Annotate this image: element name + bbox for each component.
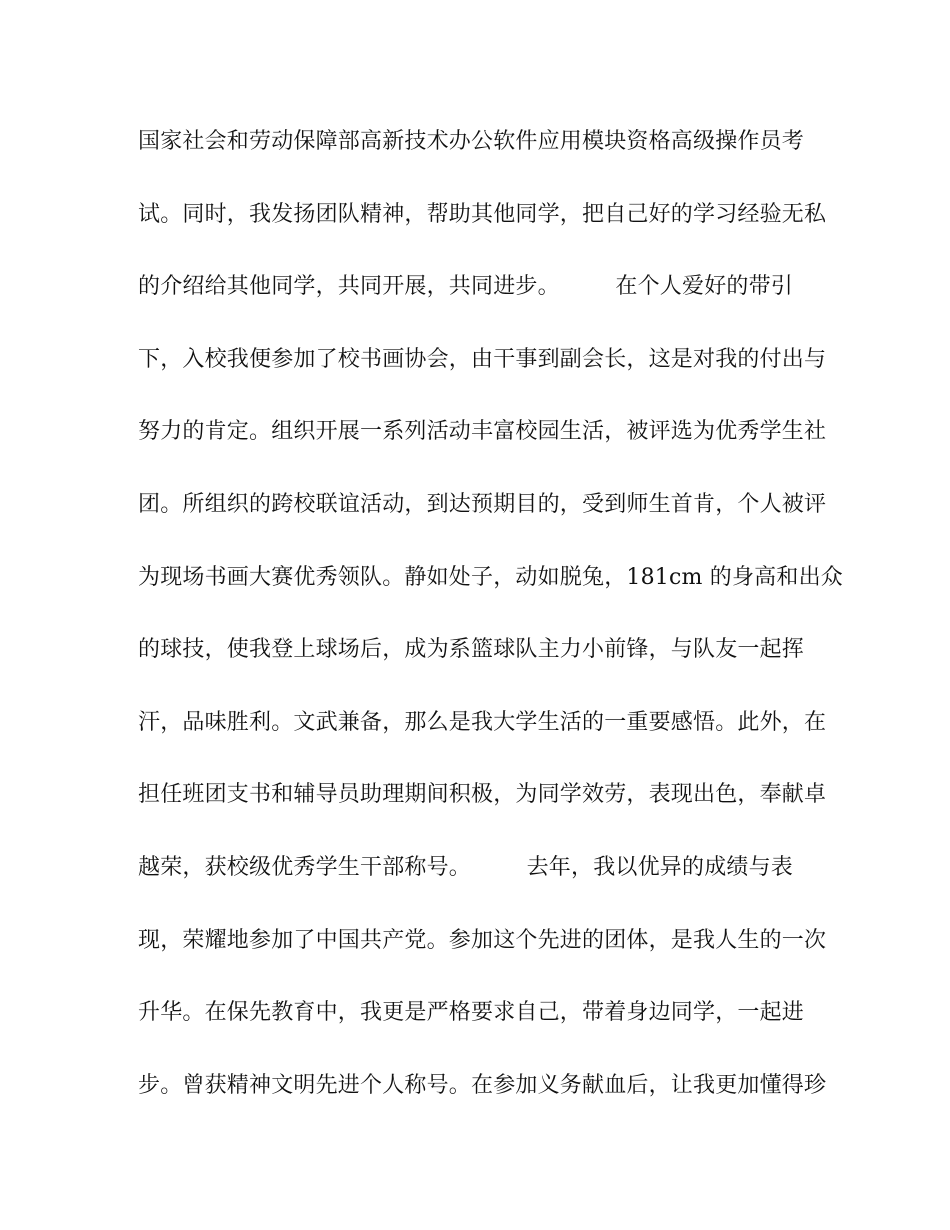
- text-line-9: 汗，品味胜利。文武兼备，那么是我大学生活的一重要感悟。此外，在: [138, 709, 827, 735]
- text-line-2: 试。同时，我发扬团队精神，帮助其他同学，把自己好的学习经验无私: [138, 201, 827, 227]
- text-line-5: 努力的肯定。组织开展一系列活动丰富校园生活，被评选为优秀学生社: [138, 419, 827, 445]
- text-line-1: 国家社会和劳动保障部高新技术办公软件应用模块资格高级操作员考: [138, 129, 805, 154]
- text-line-11: 越荣，获校级优秀学生干部称号。 去年，我以优异的成绩与表: [138, 854, 794, 880]
- text-line-10: 担任班团支书和辅导员助理期间积极，为同学效劳，表现出色，奉献卓: [138, 782, 827, 808]
- text-line-13: 升华。在保先教育中，我更是严格要求自己，带着身边同学，一起进: [138, 1000, 805, 1026]
- text-line-6: 团。所组织的跨校联谊活动，到达预期目的，受到师生首肯，个人被评: [138, 491, 827, 517]
- body-text: [138, 122, 843, 1138]
- text-line-7: 为现场书画大赛优秀领队。静如处子，动如脱兔，181cm 的身高和出众: [138, 564, 843, 590]
- text-line-8: 的球技，使我登上球场后，成为系篮球队主力小前锋，与队友一起挥: [138, 637, 805, 663]
- text-line-3: 的介绍给其他同学，共同开展，共同进步。 在个人爱好的带引: [138, 274, 794, 300]
- text-line-4: 下，入校我便参加了校书画协会，由干事到副会长，这是对我的付出与: [138, 346, 827, 372]
- text-line-14: 步。曾获精神文明先进个人称号。在参加义务献血后，让我更加懂得珍: [138, 1072, 827, 1098]
- text-line-12: 现，荣耀地参加了中国共产党。参加这个先进的团体，是我人生的一次: [138, 927, 827, 953]
